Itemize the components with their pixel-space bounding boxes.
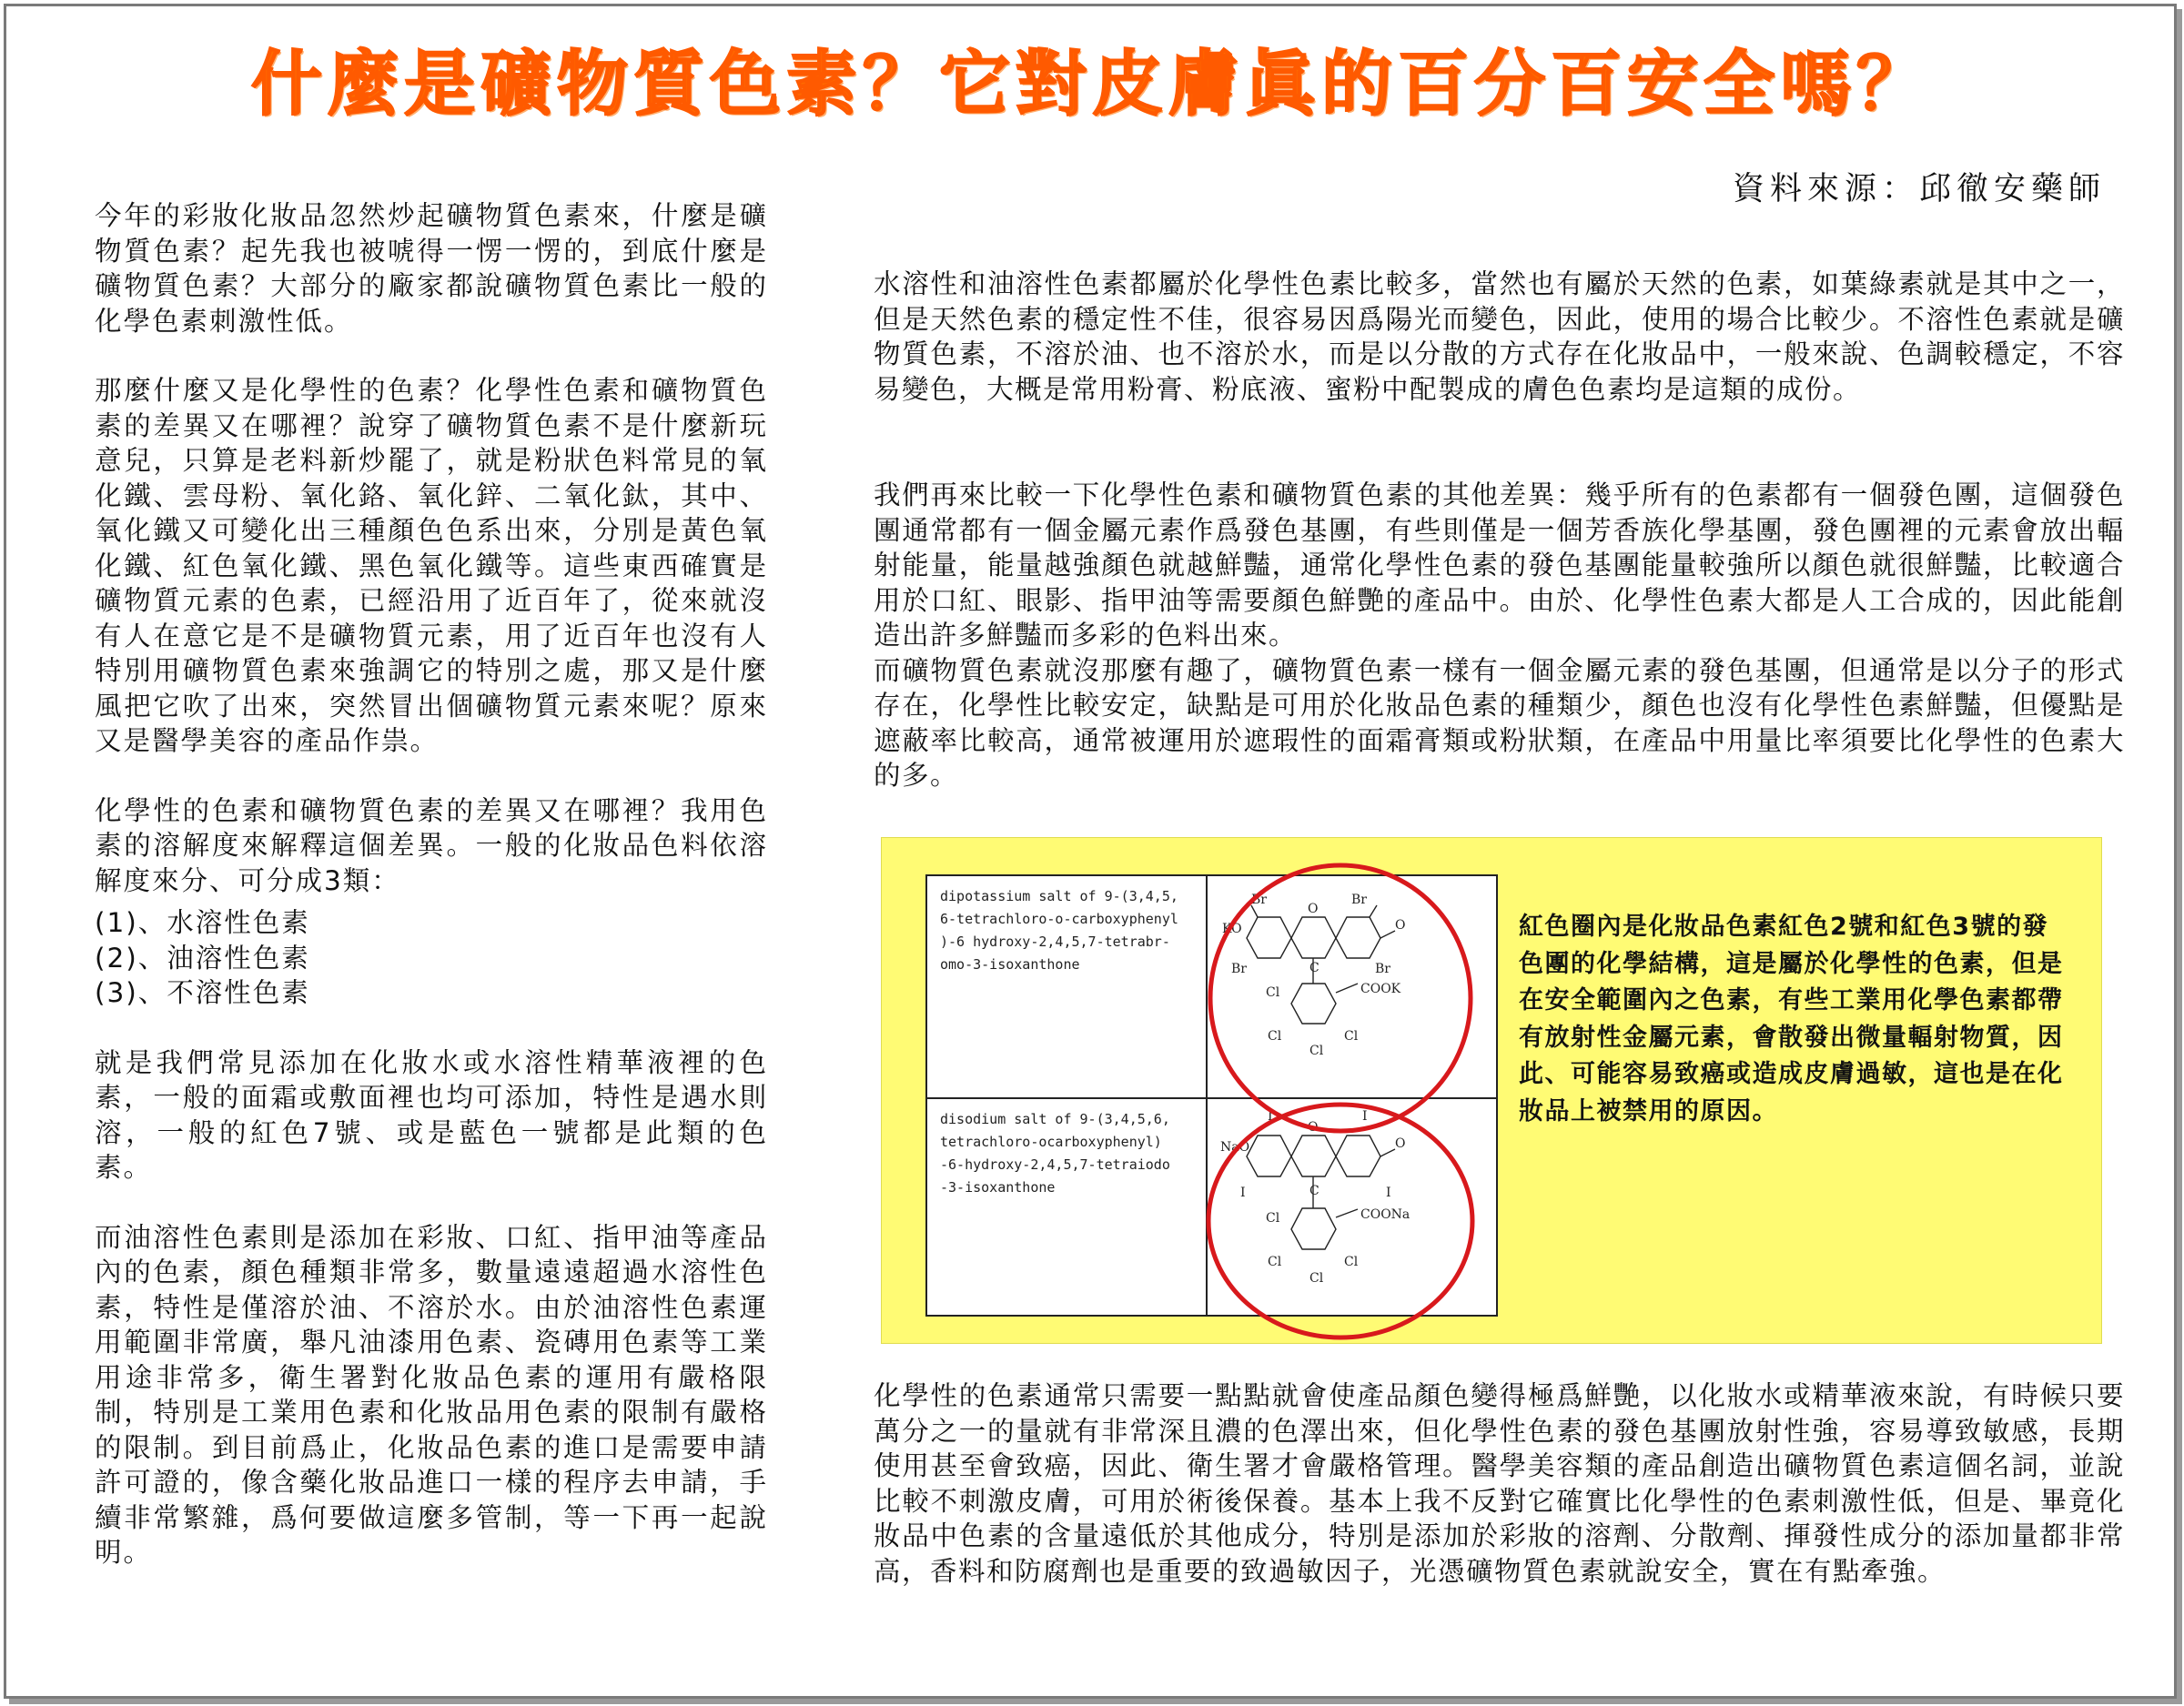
svg-text:C: C bbox=[1309, 1184, 1320, 1198]
svg-text:O: O bbox=[1395, 918, 1406, 933]
solubility-list bbox=[95, 905, 768, 1011]
svg-text:Cl: Cl bbox=[1268, 1255, 1282, 1269]
svg-text:I: I bbox=[1386, 1186, 1391, 1200]
list-item: (1)、水溶性色素 bbox=[95, 907, 310, 938]
svg-text:I: I bbox=[1362, 1109, 1368, 1124]
paragraph: 那麼什麼又是化學性的色素？化學性色素和礦物質色素的差異又在哪裡？說穿了礦物質色素不是什麼新玩意兒，只算是老料新炒罷了，就是粉狀色料常見的氧化鐵、雲母粉、氧化鉻、氧化鋅、二氧化鈦，其中、氧化鐵又可變化出三種顏色色系出來，分別是黃色氧化鐵、紅色氧化鐵、黑色氧化鐵等。這些東西確實是礦物質元素的色素，已經沿用了近百年了，從來就沒有人在意它是不是礦物質元素，用了近百年也沒有人特別用礦物質色素來強調它的特別之處，那又是什麼風把它吹了出來，突然冒出個礦物質元素來呢？原來又是醫學美容的產品作祟。 bbox=[95, 375, 768, 756]
svg-text:Br: Br bbox=[1375, 962, 1390, 976]
paragraph: 化學性的色素通常只需要一點點就會使產品顏色變得極爲鮮艷，以化妝水或精華液來說，有時候只要萬分之一的量就有非常深且濃的色澤出來，但化學性色素的發色基團放射性強，容易導致敏感，長期使用甚至會致癌，因此、衛生署才會嚴格管理。醫學美容類的產品創造出礦物質色素這個名詞，並說比較不刺激皮膚，可用於術後保養。基本上我不反對它確實比化學性的色素刺激性低，但是、畢竟化妝品中色素的含量遠低於其他成分，特別是添加於彩妝的溶劑、分散劑、揮發性成分的添加量都非常高，香料和防腐劑也是重要的致過敏因子，光憑礦物質色素就說安全，實在有點牽強。 bbox=[874, 1380, 2125, 1587]
paragraph: 我們再來比較一下化學性色素和礦物質色素的其他差異：幾乎所有的色素都有一個發色團，這個發色團通常都有一個金屬元素作爲發色基團，有些則僅是一個芳香族化學基團，發色團裡的元素會放出輻射能量，能量越強顏色就越鮮豔，通常化學性色素的發色基團能量較強所以顏色就很鮮豔，比較適合用於口紅、眼影、指甲油等需要顏色鮮艷的產品中。由於、化學性色素大都是人工合成的，因此能創造出許多鮮豔而多彩的色料出來。 bbox=[874, 479, 2125, 651]
svg-text:O: O bbox=[1395, 1136, 1406, 1151]
svg-text:NaO: NaO bbox=[1220, 1140, 1250, 1155]
svg-text:I: I bbox=[1268, 1109, 1273, 1124]
red-circle-2 bbox=[1208, 1105, 1472, 1338]
svg-text:COONa: COONa bbox=[1360, 1207, 1410, 1222]
red-circle-1 bbox=[1210, 865, 1471, 1131]
chemical-name-1: dipotassium salt of 9-(3,4,5, 6-tetrachloro-o-carboxyphenyl )-6 hydroxy-2,4,5,7-tetrabr- omo-3-isoxanthone bbox=[940, 888, 1178, 973]
paragraph: 而礦物質色素就沒那麼有趣了，礦物質色素一樣有一個金屬元素的發色基團，但通常是以分子的形式存在，化學性比較安定，缺點是可用於化妝品色素的種類少，顏色也沒有化學性色素鮮豔，但優點是遮蔽率比較高，通常被運用於遮瑕性的面霜膏類或粉狀類，在產品中用量比率須要比化學性的色素大的多。 bbox=[874, 654, 2125, 791]
paragraph: 就是我們常見添加在化妝水或水溶性精華液裡的色素，一般的面霜或敷面裡也均可添加，特性是遇水則溶，一般的紅色7號、或是藍色一號都是此類的色素。 bbox=[95, 1046, 768, 1183]
svg-text:C: C bbox=[1309, 961, 1320, 975]
paragraph: 而油溶性色素則是添加在彩妝、口紅、指甲油等產品內的色素，顏色種類非常多，數量遠遠超過水溶性色素，特性是僅溶於油、不溶於水。由於油溶性色素運用範圍非常廣，舉凡油漆用色素、瓷磚用色素等工業用途非常多，衛生署對化妝品色素的運用有嚴格限制，特別是工業用色素和化妝品用色素的限制有嚴格的限制。到目前爲止，化妝品色素的進口是需要申請許可證的，像含藥化妝品進口一樣的程序去申請，手續非常繁雜，爲何要做這麼多管制，等一下再一起說明。 bbox=[95, 1221, 768, 1568]
right-column-top bbox=[874, 267, 2125, 441]
left-column bbox=[95, 198, 768, 1605]
svg-text:Cl: Cl bbox=[1344, 1029, 1359, 1044]
svg-text:I: I bbox=[1240, 1186, 1246, 1200]
list-item: (3)、不溶性色素 bbox=[95, 977, 310, 1008]
paragraph: 水溶性和油溶性色素都屬於化學性色素比較多，當然也有屬於天然的色素，如葉綠素就是其中之一，但是天然色素的穩定性不佳，很容易因爲陽光而變色，因此，使用的場合比較少。不溶性色素就是礦物質色素，不溶於油、也不溶於水，而是以分散的方式存在化妝品中，一般來說、色調較穩定，不容易變色，大概是常用粉膏、粉底液、蜜粉中配製成的膚色色素均是這類的成份。 bbox=[874, 268, 2125, 405]
list-item: (2)、油溶性色素 bbox=[95, 942, 310, 974]
svg-text:KO: KO bbox=[1222, 922, 1242, 936]
svg-text:Br: Br bbox=[1231, 962, 1247, 976]
right-column-middle bbox=[874, 478, 2125, 793]
svg-text:O: O bbox=[1308, 902, 1319, 916]
highlight-figure bbox=[881, 837, 2102, 1344]
paragraph: 今年的彩妝化妝品忽然炒起礦物質色素來，什麼是礦物質色素？起先我也被唬得一愣一愣的，到底什麼是礦物質色素？大部分的廠家都說礦物質色素比一般的化學色素刺激性低。 bbox=[95, 200, 768, 337]
page-title: 什麼是礦物質色素？它對皮膚眞的百分百安全嗎？ bbox=[250, 44, 1933, 126]
paragraph: 化學性的色素和礦物質色素的差異又在哪裡？我用色素的溶解度來解釋這個差異。一般的化妝品色料依溶解度來分、可分成3類： bbox=[95, 794, 768, 896]
right-column-bottom bbox=[874, 1378, 2125, 1623]
source-credit: 資料來源：邱徹安藥師 bbox=[1732, 171, 2106, 207]
svg-text:Br: Br bbox=[1251, 893, 1267, 907]
svg-text:COOK: COOK bbox=[1360, 982, 1401, 996]
figure-caption: 紅色圈內是化妝品色素紅色2號和紅色3號的發色團的化學結構，這是屬於化學性的色素，但是在安全範圍內之色素，有些工業用化學色素都帶有放射性金屬元素，會散發出微量輻射物質，因此、可能容易致癌或造成皮膚過敏，這也是在化妝品上被禁用的原因。 bbox=[1519, 913, 2064, 1126]
svg-text:Br: Br bbox=[1351, 893, 1367, 907]
chemical-name-2: disodium salt of 9-(3,4,5,6, tetrachloro-ocarboxyphenyl) -6-hydroxy-2,4,5,7-tetraiodo -3-isoxanthone bbox=[940, 1111, 1170, 1196]
svg-text:Cl: Cl bbox=[1309, 1271, 1324, 1286]
svg-text:Cl: Cl bbox=[1268, 1029, 1282, 1044]
svg-text:Cl: Cl bbox=[1266, 985, 1280, 1000]
svg-text:Cl: Cl bbox=[1266, 1211, 1280, 1226]
svg-text:Cl: Cl bbox=[1309, 1044, 1324, 1058]
svg-text:O: O bbox=[1308, 1120, 1319, 1135]
svg-text:Cl: Cl bbox=[1344, 1255, 1359, 1269]
